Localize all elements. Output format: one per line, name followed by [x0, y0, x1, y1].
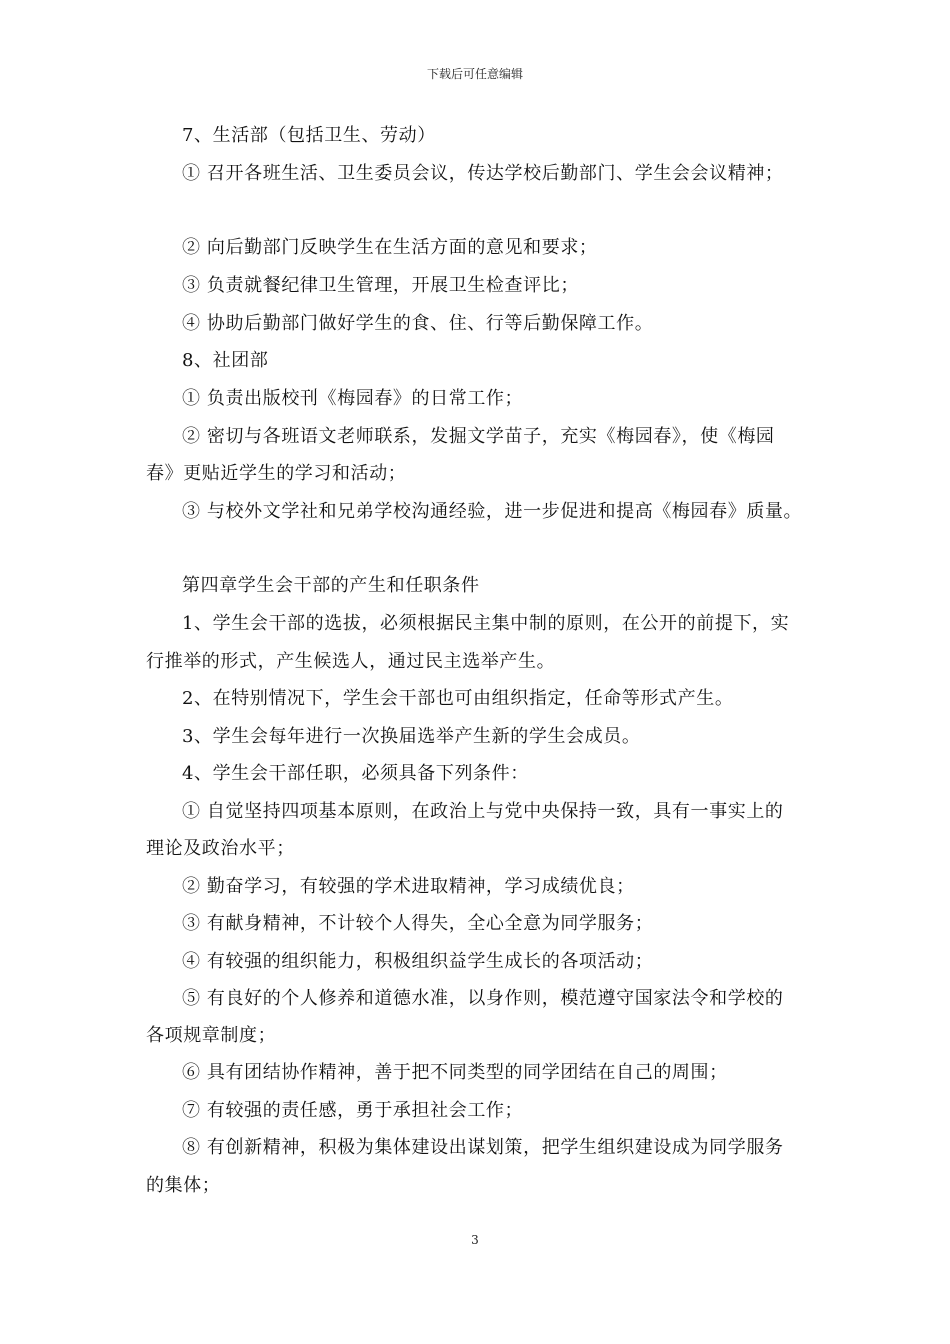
- text-line: ② 向后勤部门反映学生在生活方面的意见和要求；: [182, 237, 598, 258]
- text-line: ③ 与校外文学社和兄弟学校沟通经验，进一步促进和提高《梅园春》质量。: [182, 501, 803, 522]
- page-header: 下载后可任意编辑: [426, 67, 523, 81]
- text-line: ① 负责出版校刊《梅园春》的日常工作；: [182, 388, 524, 409]
- section-heading-life-department: 7、生活部（包括卫生、劳动）: [182, 125, 436, 146]
- text-line: ② 密切与各班语文老师联系，发掘文学苗子，充实《梅园春》，使《梅园: [182, 426, 775, 447]
- text-line: 1、学生会干部的选拔，必须根据民主集中制的原则，在公开的前提下，实: [182, 613, 790, 634]
- text-line: 2、在特别情况下，学生会干部也可由组织指定，任命等形式产生。: [182, 688, 734, 709]
- text-line-continuation: 各项规章制度；: [146, 1025, 277, 1046]
- text-line: ④ 有较强的组织能力，积极组织益学生成长的各项活动；: [182, 951, 654, 972]
- page-number: 3: [471, 1233, 479, 1247]
- text-line: ④ 协助后勤部门做好学生的食、住、行等后勤保障工作。: [182, 313, 654, 334]
- text-line: ③ 有献身精神，不计较个人得失，全心全意为同学服务；: [182, 913, 654, 934]
- text-line: ① 自觉坚持四项基本原则，在政治上与党中央保持一致，具有一事实上的: [182, 801, 784, 822]
- text-line: 3、学生会每年进行一次换届选举产生新的学生会成员。: [182, 726, 641, 747]
- text-line-continuation: 春》更贴近学生的学习和活动；: [146, 463, 407, 484]
- text-line: ③ 负责就餐纪律卫生管理，开展卫生检查评比；: [182, 275, 579, 296]
- text-line: ② 勤奋学习，有较强的学术进取精神，学习成绩优良；: [182, 876, 635, 897]
- text-line: ⑤ 有良好的个人修养和道德水准，以身作则，模范遵守国家法令和学校的: [182, 988, 784, 1009]
- section-heading-club-department: 8、社团部: [182, 350, 269, 371]
- text-line: ⑥ 具有团结协作精神，善于把不同类型的同学团结在自己的周围；: [182, 1062, 728, 1083]
- text-line: ⑦ 有较强的责任感，勇于承担社会工作；: [182, 1100, 524, 1121]
- text-line-continuation: 行推举的形式，产生候选人，通过民主选举产生。: [146, 651, 556, 672]
- text-line-continuation: 理论及政治水平；: [146, 838, 295, 859]
- chapter-heading: 第四章学生会干部的产生和任职条件: [182, 575, 480, 596]
- text-line-continuation: 的集体；: [146, 1175, 221, 1196]
- text-line: ① 召开各班生活、卫生委员会议，传达学校后勤部门、学生会会议精神；: [182, 163, 784, 184]
- text-line: ⑧ 有创新精神，积极为集体建设出谋划策，把学生组织建设成为同学服务: [182, 1137, 784, 1158]
- text-line: 4、学生会干部任职，必须具备下列条件：: [182, 763, 529, 784]
